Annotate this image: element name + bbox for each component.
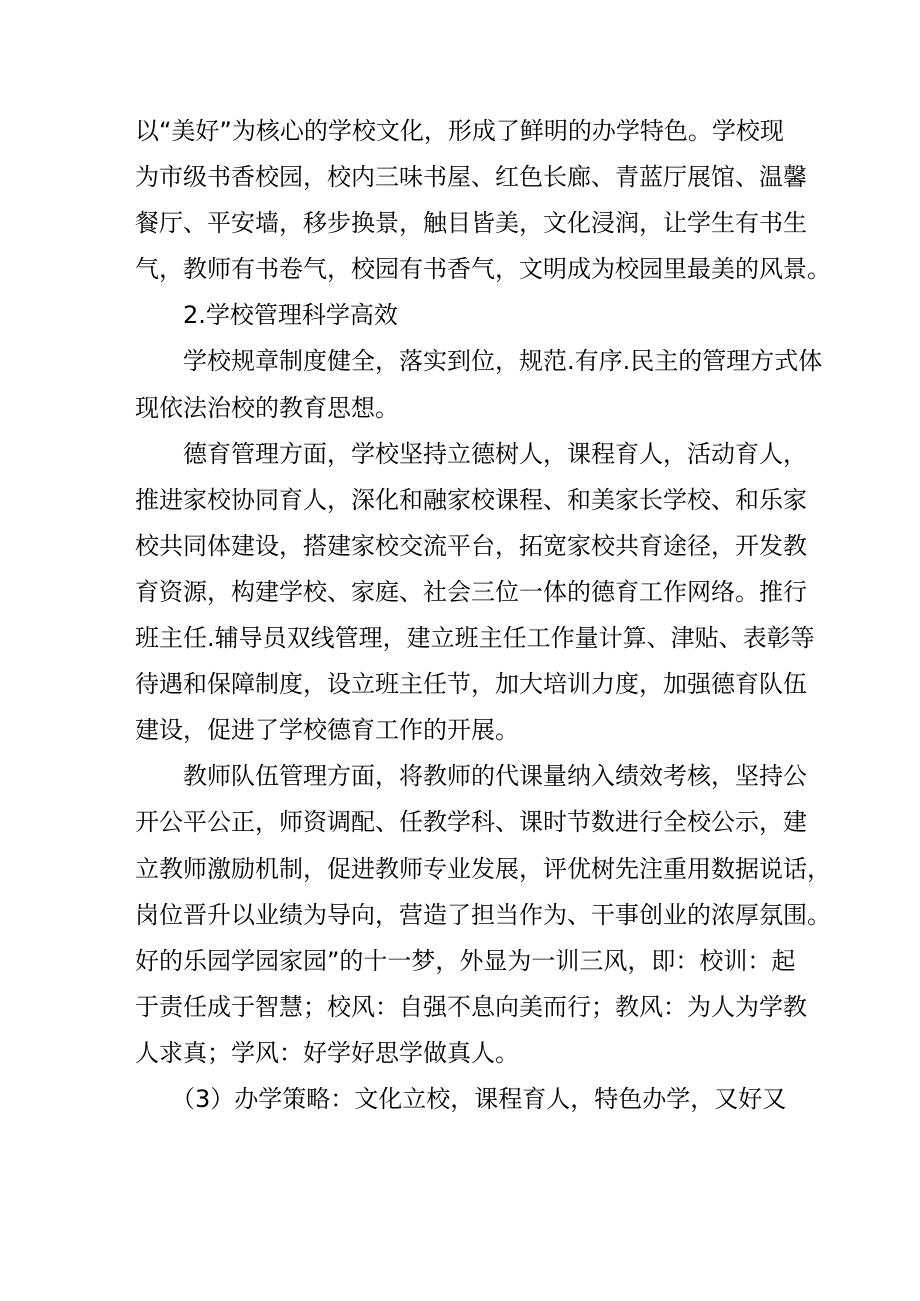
- text-line: 学校规章制度健全，落实到位，规范.有序.民主的管理方式体: [183, 347, 823, 376]
- text-line: 推进家校协同育人，深化和融家校课程、和美家长学校、和乐家: [135, 485, 807, 514]
- text-line: 人求真；学风：好学好思学做真人。: [135, 1038, 519, 1067]
- section-heading: 2.学校管理科学高效: [183, 301, 398, 330]
- text-line: 育资源，构建学校、家庭、社会三位一体的德育工作网络。推行: [135, 577, 807, 606]
- text-line: 立教师激励机制，促进教师专业发展，评优树先注重用数据说话，: [135, 854, 831, 883]
- text-line: （3）办学策略：文化立校，课程育人，特色办学，又好又: [171, 1084, 787, 1113]
- text-line: 岗位晋升以业绩为导向，营造了担当作为、干事创业的浓厚氛围。: [135, 900, 831, 929]
- text-line: 好的乐园学园家园”的十一梦，外显为一训三风，即：校训：起: [135, 946, 796, 975]
- text-line: 于责任成于智慧；校风：自强不息向美而行；教风：为人为学教: [135, 992, 807, 1021]
- document-body: [135, 108, 831, 1122]
- text-line: 气，教师有书卷气，校园有书香气，文明成为校园里最美的风景。: [135, 255, 831, 284]
- text-line: 餐厅、平安墙，移步换景，触目皆美，文化浸润，让学生有书生: [135, 209, 807, 238]
- text-line: 为市级书香校园，校内三味书屋、红色长廊、青蓝厅展馆、温馨: [135, 163, 807, 192]
- text-line: 以“美好”为核心的学校文化，形成了鲜明的办学特色。学校现: [135, 117, 784, 145]
- text-line: 班主任.辅导员双线管理，建立班主任工作量计算、津贴、表彰等: [135, 624, 815, 653]
- text-line: 现依法治校的教育思想。: [135, 393, 399, 422]
- text-line: 待遇和保障制度，设立班主任节，加大培训力度，加强德育队伍: [135, 670, 807, 699]
- text-line: 校共同体建设，搭建家校交流平台，拓宽家校共育途径，开发教: [135, 531, 807, 560]
- text-line: 教师队伍管理方面，将教师的代课量纳入绩效考核，坚持公: [183, 762, 807, 791]
- text-line: 建设，促进了学校德育工作的开展。: [135, 716, 519, 745]
- text-line: 德育管理方面，学校坚持立德树人，课程育人，活动育人，: [183, 439, 807, 468]
- text-line: 开公平公正，师资调配、任教学科、课时节数进行全校公示，建: [135, 808, 807, 837]
